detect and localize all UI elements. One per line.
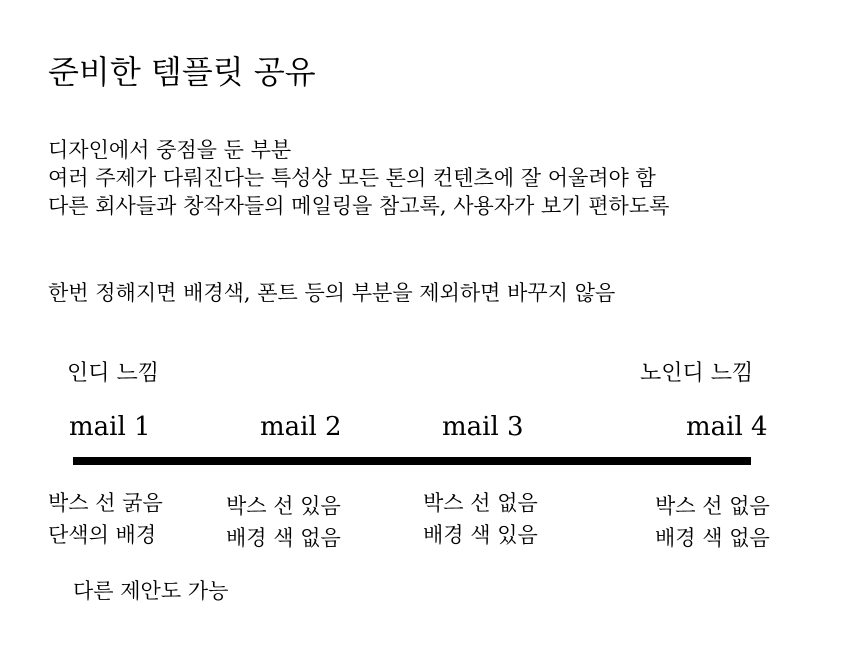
mail-2-border-desc: 박스 선 있음 bbox=[226, 494, 341, 518]
mail-4-background-desc: 배경 색 없음 bbox=[655, 526, 770, 550]
mail-1-description bbox=[48, 487, 163, 551]
spectrum-left-label: 인디 느낌 bbox=[67, 361, 160, 386]
mail-3-background-desc: 배경 색 있음 bbox=[423, 523, 538, 547]
page-title: 준비한 템플릿 공유 bbox=[48, 53, 316, 91]
fixed-elements-note: 한번 정해지면 배경색, 폰트 등의 부분을 제외하면 바꾸지 않음 bbox=[48, 281, 616, 305]
design-focus-line: 다른 회사들과 창작자들의 메일링을 참고록, 사용자가 보기 편하도록 bbox=[48, 194, 670, 218]
mail-2-label: mail 2 bbox=[260, 412, 342, 442]
design-focus-heading: 디자인에서 중점을 둔 부분 bbox=[48, 138, 292, 162]
mail-3-border-desc: 박스 선 없음 bbox=[423, 491, 538, 515]
mail-4-border-desc: 박스 선 없음 bbox=[655, 494, 770, 518]
mail-3-label: mail 3 bbox=[442, 412, 524, 442]
mail-4-label: mail 4 bbox=[686, 412, 768, 442]
mail-2-description bbox=[226, 490, 341, 554]
mail-4-description bbox=[655, 490, 770, 554]
other-suggestions-note: 다른 제안도 가능 bbox=[73, 579, 229, 603]
mail-1-label: mail 1 bbox=[69, 412, 151, 442]
spectrum-axis-line bbox=[73, 457, 751, 465]
design-focus-line: 여러 주제가 다뤄진다는 특성상 모든 톤의 컨텐츠에 잘 어울려야 함 bbox=[48, 166, 656, 190]
design-focus-block bbox=[48, 136, 669, 220]
mail-1-border-desc: 박스 선 굵음 bbox=[48, 491, 163, 515]
spectrum-right-label: 노인디 느낌 bbox=[640, 361, 754, 386]
mail-2-background-desc: 배경 색 없음 bbox=[226, 526, 341, 550]
mail-1-background-desc: 단색의 배경 bbox=[48, 523, 157, 547]
mail-3-description bbox=[423, 487, 538, 551]
